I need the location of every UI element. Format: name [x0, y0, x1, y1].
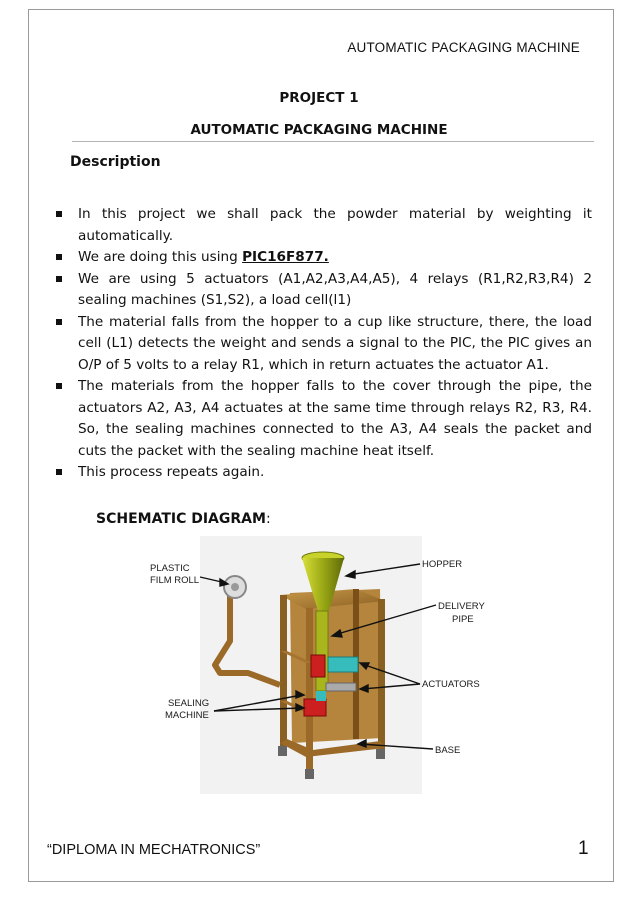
list-item: We are using 5 actuators (A1,A2,A3,A4,A5), 4 relays (R1,R2,R3,R4) 2 sealing machines (S1,S2), a load cell(l1): [56, 269, 592, 312]
label-sealing-machine: SEALING: [168, 698, 210, 709]
description-list: [56, 204, 592, 484]
label-delivery-pipe: DELIVERY: [438, 601, 485, 612]
delivery-pipe: [316, 611, 328, 691]
project-number: PROJECT 1: [279, 90, 359, 106]
list-item: We are doing this using PIC16F877.: [56, 247, 592, 269]
label-actuators: ACTUATORS: [422, 679, 480, 690]
microcontroller-name: PIC16F877.: [242, 249, 329, 265]
frame-leg: [280, 595, 287, 749]
list-item: The materials from the hopper falls to the cover through the pipe, the actuators A2, A3, A4 actuates at the same time through relays R2, R3, R4. So, the sealing machines connected to the A3, A4 seals the packet and cuts the packet with the sealing machine heat itself.: [56, 376, 592, 462]
label-plastic-film-roll-line2: FILM ROLL: [150, 575, 200, 586]
schematic-heading: SCHEMATIC DIAGRAM:: [96, 511, 271, 527]
list-item: This process repeats again.: [56, 462, 592, 484]
bullet-icon: [56, 383, 62, 389]
label-plastic-film-roll: PLASTIC: [150, 563, 190, 574]
sealing-machine: [304, 699, 326, 716]
bullet-icon: [56, 211, 62, 217]
label-sealing-machine-line2: MACHINE: [165, 710, 209, 721]
bullet-icon: [56, 276, 62, 282]
list-item: In this project we shall pack the powder material by weighting it automatically.: [56, 204, 592, 247]
description-heading: Description: [70, 154, 161, 170]
label-base: BASE: [435, 745, 461, 756]
bullet-icon: [56, 254, 62, 260]
bullet-icon: [56, 319, 62, 325]
bullet-icon: [56, 469, 62, 475]
page-number: 1: [578, 838, 589, 859]
list-item: The material falls from the hopper to a cup like structure, there, the load cell (L1) detects the weight and sends a signal to the PIC, the PIC gives an O/P of 5 volts to a relay R1, which in return actuates the actuator A1.: [56, 312, 592, 377]
project-title: AUTOMATIC PACKAGING MACHINE: [190, 122, 448, 138]
label-hopper: HOPPER: [422, 559, 463, 570]
actuator: [328, 657, 358, 672]
footer-course: “DIPLOMA IN MECHATRONICS”: [47, 842, 261, 858]
running-header: AUTOMATIC PACKAGING MACHINE: [347, 40, 580, 55]
schematic-diagram: [130, 533, 510, 795]
sealing-bar: [326, 683, 356, 691]
title-rule: [72, 141, 594, 142]
actuator-red: [311, 655, 325, 677]
label-delivery-pipe-line2: PIPE: [452, 614, 474, 625]
